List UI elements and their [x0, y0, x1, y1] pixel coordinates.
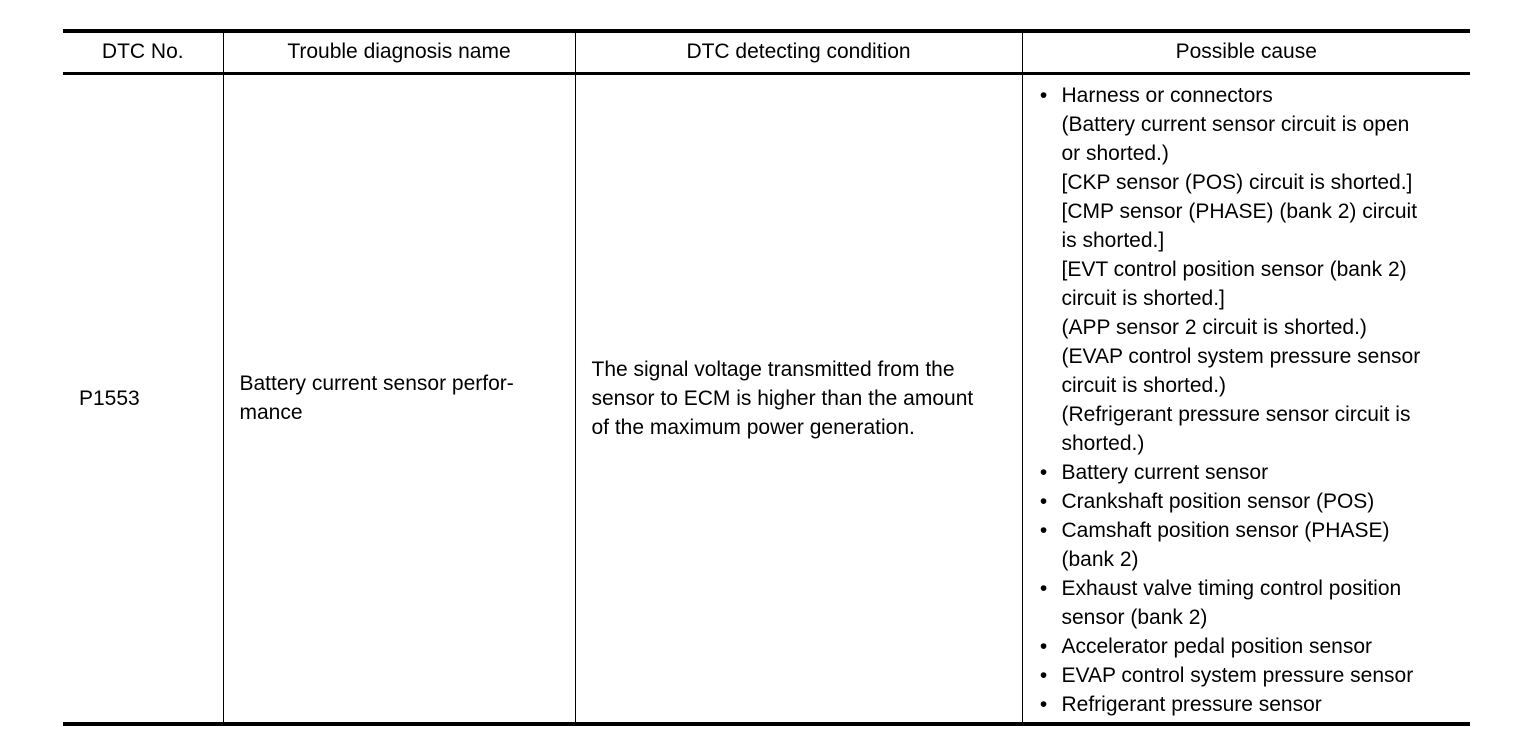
possible-cause-cell — [1022, 73, 1470, 724]
header-dtc-no: DTC No. — [63, 31, 223, 73]
cause-line: [CMP sensor (PHASE) (bank 2) circuit — [1061, 199, 1418, 223]
header-trouble-diagnosis-name: Trouble diagnosis name — [223, 31, 575, 73]
bullet-icon: • — [1039, 576, 1048, 600]
table-body — [63, 73, 1470, 724]
header-dtc-detecting-condition: DTC detecting condition — [575, 31, 1022, 73]
condition-line: of the maximum power generation. — [591, 415, 915, 439]
cause-line: or shorted.) — [1061, 141, 1169, 165]
cause-line: EVAP control system pressure sensor — [1061, 663, 1414, 687]
cause-line: [CKP sensor (POS) circuit is shorted.] — [1061, 170, 1413, 194]
cause-line: Refrigerant pressure sensor — [1061, 692, 1322, 716]
possible-cause-list — [1037, 81, 1471, 719]
cause-item-refrigerant-pressure-sensor — [1037, 690, 1471, 719]
cause-line: [EVT control position sensor (bank 2) — [1061, 257, 1407, 281]
header-row — [63, 31, 1470, 73]
bullet-icon: • — [1039, 83, 1048, 107]
bullet-icon: • — [1039, 692, 1048, 716]
cause-item-accelerator-pedal-position-sensor — [1037, 632, 1471, 661]
table-row — [63, 73, 1470, 724]
detecting-condition-cell — [575, 73, 1022, 724]
cause-line: (APP sensor 2 circuit is shorted.) — [1061, 315, 1367, 339]
trouble-diagnosis-name-cell — [223, 73, 575, 724]
condition-line: The signal voltage transmitted from the — [591, 357, 955, 381]
cause-line: Battery current sensor — [1061, 460, 1269, 484]
cause-item-camshaft-position-sensor — [1037, 516, 1471, 574]
bullet-icon: • — [1039, 634, 1048, 658]
cause-line: circuit is shorted.) — [1061, 373, 1227, 397]
bullet-icon: • — [1039, 489, 1048, 513]
dtc-code: P1553 — [79, 386, 140, 410]
cause-line: (EVAP control system pressure sensor — [1061, 344, 1421, 368]
cause-line: is shorted.] — [1061, 228, 1165, 252]
dtc-table — [63, 29, 1470, 726]
cause-item-crankshaft-position-sensor — [1037, 487, 1471, 516]
cause-item-evap-pressure-sensor — [1037, 661, 1471, 690]
table-header — [63, 31, 1470, 73]
cause-item-battery-current-sensor — [1037, 458, 1471, 487]
cause-line: shorted.) — [1061, 431, 1145, 455]
bullet-icon: • — [1039, 460, 1048, 484]
cause-line: (bank 2) — [1061, 547, 1139, 571]
diagnosis-name-line: mance — [239, 401, 303, 425]
cause-item-harness-or-connectors — [1037, 81, 1471, 458]
diagnosis-name-line: Battery current sensor perfor- — [239, 372, 514, 396]
cause-line: Camshaft position sensor (PHASE) — [1061, 518, 1390, 542]
bullet-icon: • — [1039, 518, 1048, 542]
header-possible-cause: Possible cause — [1022, 31, 1470, 73]
cause-line: (Refrigerant pressure sensor circuit is — [1061, 402, 1411, 426]
cause-line: Accelerator pedal position sensor — [1061, 634, 1373, 658]
cause-line: circuit is shorted.] — [1061, 286, 1225, 310]
cause-line: Crankshaft position sensor (POS) — [1061, 489, 1375, 513]
cause-line: sensor (bank 2) — [1061, 605, 1208, 629]
cause-item-exhaust-valve-timing-sensor — [1037, 574, 1471, 632]
cause-line: Exhaust valve timing control position — [1061, 576, 1402, 600]
dtc-code-cell — [63, 73, 223, 724]
cause-line: (Battery current sensor circuit is open — [1061, 112, 1410, 136]
bullet-icon: • — [1039, 663, 1048, 687]
condition-line: sensor to ECM is higher than the amount — [591, 386, 974, 410]
cause-line: Harness or connectors — [1061, 83, 1273, 107]
